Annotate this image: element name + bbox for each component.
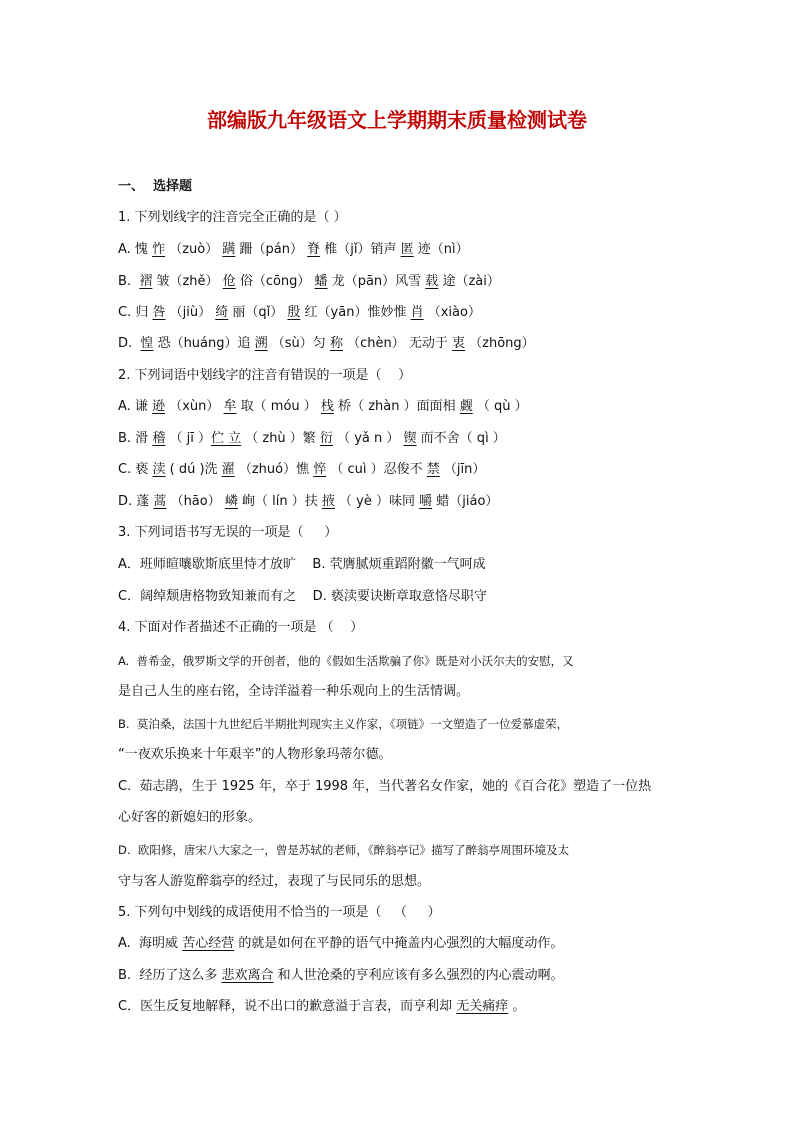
underlined-text: 载 — [425, 274, 439, 289]
text-segment: A. 愧 — [118, 242, 153, 257]
text-segment: C．医生反复地解释，说不出口的歉意溢于言表，而亨利却 — [118, 999, 457, 1014]
text-line — [118, 967, 564, 985]
text-segment: C．阔绰颓唐格物致知兼而有之 D. 亵渎要诀断章取意恪尽职守 — [118, 589, 487, 604]
text-segment: 4. 下面对作者描述不正确的一项是 （ ） — [118, 620, 364, 635]
underlined-text: 觑 — [459, 399, 473, 414]
text-line — [118, 398, 528, 416]
underlined-text: 渎 — [152, 462, 166, 477]
text-segment: 恐（huáng）追 — [153, 336, 255, 351]
text-line — [118, 335, 535, 353]
underlined-text: 禁 — [426, 462, 440, 477]
text-segment: （ qù ） — [472, 399, 528, 414]
text-segment: （zhuó）憔 — [234, 462, 314, 477]
text-line — [118, 778, 651, 796]
text-segment: 红（yān）惟妙惟 — [300, 305, 411, 320]
text-segment: 是自己人生的座右铭，全诗洋溢着一种乐观向上的生活情调。 — [118, 684, 470, 699]
underlined-text: 衷 — [451, 336, 465, 351]
text-segment: 峋（ lín ）扶 — [237, 494, 322, 509]
underlined-text: 溯 — [254, 336, 268, 351]
underlined-text: 褶 — [139, 274, 153, 289]
text-segment: D. — [118, 336, 141, 351]
text-segment: A．班师暄嚷歇斯底里恃才放旷 B. 茕膺腻烦重蹈附徽一气呵成 — [118, 557, 486, 572]
text-segment: 迹（nì） — [413, 242, 469, 257]
text-line — [118, 461, 485, 479]
text-segment: “一夜欢乐换来十年艰辛”的人物形象玛蒂尔德。 — [118, 747, 392, 762]
text-segment: （zhōng） — [465, 336, 535, 351]
underlined-text: 蹒 — [222, 242, 236, 257]
text-segment: 1. 下列划线字的注音完全正确的是（ ） — [118, 210, 347, 225]
text-segment: 俗（cōng） — [235, 274, 315, 289]
text-segment: （ yǎ n ） — [332, 431, 404, 446]
underlined-text: 蟠 — [314, 274, 328, 289]
underlined-text: 锲 — [403, 431, 417, 446]
underlined-text: 伫 立 — [210, 431, 242, 446]
text-line — [118, 904, 441, 922]
text-segment: （chèn） 无动于 — [342, 336, 452, 351]
text-line — [118, 715, 568, 733]
text-segment: 而不舍（ qì ） — [416, 431, 506, 446]
text-segment: 2. 下列词语中划线字的注音有错误的一项是（ ） — [118, 368, 412, 383]
underlined-text: 蒿 — [153, 494, 167, 509]
text-segment: 守与客人游览醉翁亭的经过，表现了与民同乐的思想。 — [118, 874, 431, 889]
text-segment: 皱（zhě） — [152, 274, 223, 289]
text-segment: 途（zài） — [438, 274, 500, 289]
text-segment: （ zhù ）繁 — [241, 431, 320, 446]
text-line — [118, 935, 563, 953]
text-segment: （hāo） — [166, 494, 225, 509]
text-segment: 一、 选择题 — [118, 179, 193, 194]
text-line — [118, 367, 411, 385]
text-segment: （ cuì ）忍俊不 — [326, 462, 427, 477]
text-line — [118, 652, 574, 670]
text-segment: （ jī ） — [165, 431, 211, 446]
text-segment: A. 谦 — [118, 399, 153, 414]
text-segment: 龙（pān）风雪 — [327, 274, 426, 289]
text-segment: 和人世沧桑的亨利应该有多么强烈的内心震动啊。 — [273, 968, 564, 983]
text-segment: B. — [118, 274, 140, 289]
text-segment: 跚（pán） — [235, 242, 308, 257]
page-title: 部编版九年级语文上学期期末质量检测试卷 — [207, 108, 587, 132]
underlined-text: 濯 — [221, 462, 235, 477]
text-segment: C. 亵 — [118, 462, 153, 477]
section-heading — [118, 178, 192, 196]
underlined-text: 称 — [329, 336, 343, 351]
text-line — [118, 873, 430, 891]
text-segment: D. 蓬 — [118, 494, 154, 509]
text-line — [118, 998, 525, 1016]
text-line — [118, 683, 469, 701]
underlined-text: 逊 — [152, 399, 166, 414]
underlined-text: 悲欢离合 — [221, 968, 274, 983]
text-segment: （sù）匀 — [267, 336, 330, 351]
underlined-text: 悴 — [313, 462, 327, 477]
underlined-text: 殷 — [287, 305, 301, 320]
text-line — [118, 241, 469, 259]
text-segment: （xiào） — [423, 305, 481, 320]
text-segment: 3. 下列词语书写无误的一项是（ ） — [118, 525, 338, 540]
text-segment: （zuò） — [165, 242, 223, 257]
underlined-text: 掖 — [321, 494, 335, 509]
text-segment: （jiù） — [165, 305, 216, 320]
text-segment: B. 滑 — [118, 431, 153, 446]
underlined-text: 稽 — [152, 431, 166, 446]
underlined-text: 咎 — [152, 305, 166, 320]
text-segment: D. 欧阳修，唐宋八大家之一，曾是苏轼的老师，《醉翁亭记》描写了醉翁亭周围环境及太 — [118, 843, 570, 857]
text-segment: （ yè ）味同 — [334, 494, 420, 509]
underlined-text: 脊 — [307, 242, 321, 257]
text-line — [118, 841, 569, 859]
text-segment: A. 普希金，俄罗斯文学的开创者，他的《假如生活欺骗了你》既是对小沃尔夫的安慰，又 — [118, 654, 574, 668]
text-segment: C. 归 — [118, 305, 153, 320]
underlined-text: 绮 — [215, 305, 229, 320]
text-line — [118, 556, 486, 574]
text-segment: 桥（ zhàn ）面面相 — [333, 399, 460, 414]
underlined-text: 栈 — [320, 399, 334, 414]
text-line — [118, 809, 261, 827]
text-segment: 蜡（jiáo） — [432, 494, 499, 509]
text-line — [118, 588, 487, 606]
text-line — [118, 273, 500, 291]
text-segment: 5. 下列句中划线的成语使用不恰当的一项是（ （ ） — [118, 905, 441, 920]
text-line — [118, 619, 363, 637]
underlined-text: 嚼 — [419, 494, 433, 509]
text-segment: C. 茹志鹃，生于 1925 年，卒于 1998 年，当代著名女作家，她的《百合花》塑造了一位热 — [118, 779, 652, 794]
text-segment: ( dú )洗 — [165, 462, 222, 477]
underlined-text: 嶙 — [224, 494, 238, 509]
underlined-text: 牟 — [223, 399, 237, 414]
underlined-text: 肖 — [410, 305, 424, 320]
text-segment: B. 经历了这么多 — [118, 968, 222, 983]
text-segment: A. 海明威 — [118, 936, 183, 951]
text-segment: 取（ móu ） — [236, 399, 321, 414]
text-segment: 椎（jǐ）销声 — [320, 242, 401, 257]
underlined-text: 匿 — [400, 242, 414, 257]
underlined-text: 无关痛痒 — [456, 999, 509, 1014]
text-segment: （jīn） — [439, 462, 486, 477]
text-segment: 心好客的新媳妇的形象。 — [118, 810, 262, 825]
text-segment: B. 莫泊桑，法国十九世纪后半期批判现实主义作家，《项链》一文塑造了一位爱慕虚荣， — [118, 717, 569, 731]
text-segment: （xùn） — [165, 399, 224, 414]
text-line — [118, 746, 391, 764]
text-segment: 丽（qǐ） — [228, 305, 288, 320]
text-segment: 。 — [508, 999, 526, 1014]
text-line — [118, 524, 337, 542]
underlined-text: 惶 — [140, 336, 154, 351]
text-line — [118, 209, 347, 227]
underlined-text: 怍 — [152, 242, 166, 257]
underlined-text: 苦心经营 — [182, 936, 235, 951]
underlined-text: 伧 — [222, 274, 236, 289]
underlined-text: 衍 — [319, 431, 333, 446]
text-line — [118, 304, 481, 322]
text-line — [118, 493, 498, 511]
text-line — [118, 430, 506, 448]
text-segment: 的就是如何在平静的语气中掩盖内心强烈的大幅度动作。 — [234, 936, 564, 951]
